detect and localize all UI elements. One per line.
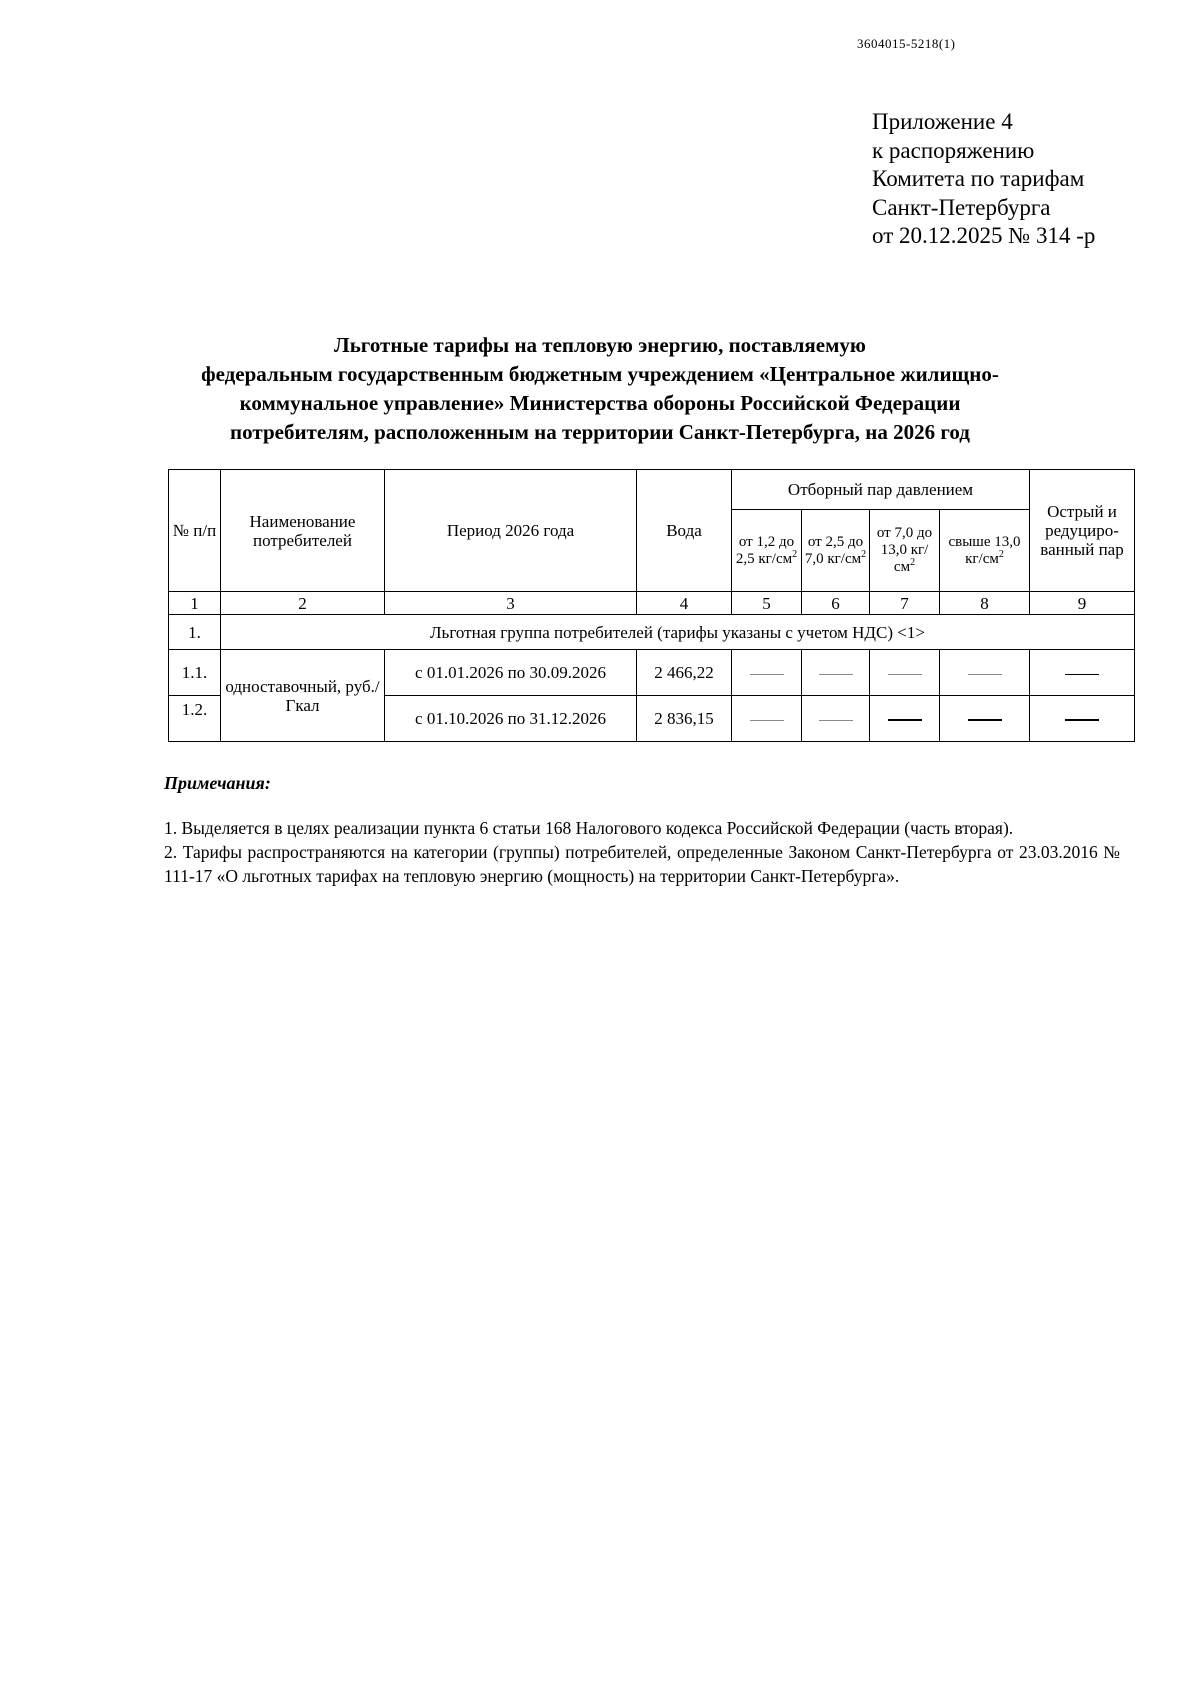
note-item: 2. Тарифы распространяются на категории (группы) потребителей, определенные Законом Санкт-Петербурга от 23.03.2016 № 111-17 «О льготных тарифах на тепловую энергию (мощность) на территории Санкт-Петербурга». xyxy=(164,842,1120,886)
document-code: 3604015-5218(1) xyxy=(857,36,956,51)
appendix-line: Санкт-Петербурга xyxy=(872,194,1051,220)
appendix-line: Комитета по тарифам xyxy=(872,166,1085,191)
notes-list xyxy=(164,816,1120,888)
row-period: с 01.01.2026 по 30.09.2026 xyxy=(385,650,637,696)
empty-dash xyxy=(1030,696,1135,742)
header-num: № п/п xyxy=(169,470,221,592)
title-line: Льготные тарифы на тепловую энергию, поставляемую xyxy=(334,333,866,357)
consumer-name: одноставочный, руб./Гкал xyxy=(221,650,385,742)
column-number: 7 xyxy=(870,592,940,615)
notes-title: Примечания: xyxy=(164,773,271,793)
group-row-num: 1. xyxy=(169,615,221,650)
row-num: 1.2. xyxy=(169,696,221,742)
header-steam-2: от 2,5 до 7,0 $кг/см^2$ xyxy=(802,510,870,592)
title-line: федеральным государственным бюджетным учреждением «Центральное жилищно- xyxy=(201,362,999,386)
tariffs-table xyxy=(168,469,1135,742)
column-number: 6 xyxy=(802,592,870,615)
header-consumers: Наименование потребителей xyxy=(221,470,385,592)
header-water: Вода xyxy=(637,470,732,592)
empty-dash xyxy=(732,696,802,742)
appendix-line: Приложение 4 xyxy=(872,109,1013,134)
column-number: 5 xyxy=(732,592,802,615)
empty-dash xyxy=(870,696,940,742)
column-number: 3 xyxy=(385,592,637,615)
appendix-block xyxy=(872,108,1095,251)
empty-dash xyxy=(870,650,940,696)
header-steam-3: от 7,0 до 13,0 $кг/см^2$ xyxy=(870,510,940,592)
row-water: 2 836,15 xyxy=(637,696,732,742)
header-steam-1: от 1,2 до 2,5 $кг/см^2$ xyxy=(732,510,802,592)
empty-dash xyxy=(1030,650,1135,696)
column-number: 8 xyxy=(940,592,1030,615)
title-line: потребителям, расположенным на территории Санкт-Петербурга, на 2026 год xyxy=(230,420,970,444)
header-sharp-steam: Острый и редуциро-ванный пар xyxy=(1030,470,1135,592)
header-steam-group: Отборный пар давлением xyxy=(732,470,1030,510)
column-number: 9 xyxy=(1030,592,1135,615)
row-period: с 01.10.2026 по 31.12.2026 xyxy=(385,696,637,742)
row-water: 2 466,22 xyxy=(637,650,732,696)
column-number: 2 xyxy=(221,592,385,615)
header-period: Период 2026 года xyxy=(385,470,637,592)
note-item: 1. Выделяется в целях реализации пункта 6 статьи 168 Налогового кодекса Российской Федерации (часть вторая). xyxy=(164,818,1014,838)
document-title xyxy=(150,331,1050,447)
empty-dash xyxy=(732,650,802,696)
group-row-label: Льготная группа потребителей (тарифы указаны с учетом НДС) <1> xyxy=(221,615,1135,650)
row-num: 1.1. xyxy=(169,650,221,696)
empty-dash xyxy=(802,650,870,696)
header-steam-4: свыше 13,0 $кг/см^2$ xyxy=(940,510,1030,592)
table-row xyxy=(169,650,1135,696)
appendix-line: от 20.12.2025 № 314 -р xyxy=(872,223,1096,248)
empty-dash xyxy=(940,696,1030,742)
appendix-line: к распоряжению xyxy=(872,137,1035,163)
column-number: 4 xyxy=(637,592,732,615)
title-line: коммунальное управление» Министерства обороны Российской Федерации xyxy=(239,391,961,415)
column-number: 1 xyxy=(169,592,221,615)
empty-dash xyxy=(940,650,1030,696)
empty-dash xyxy=(802,696,870,742)
